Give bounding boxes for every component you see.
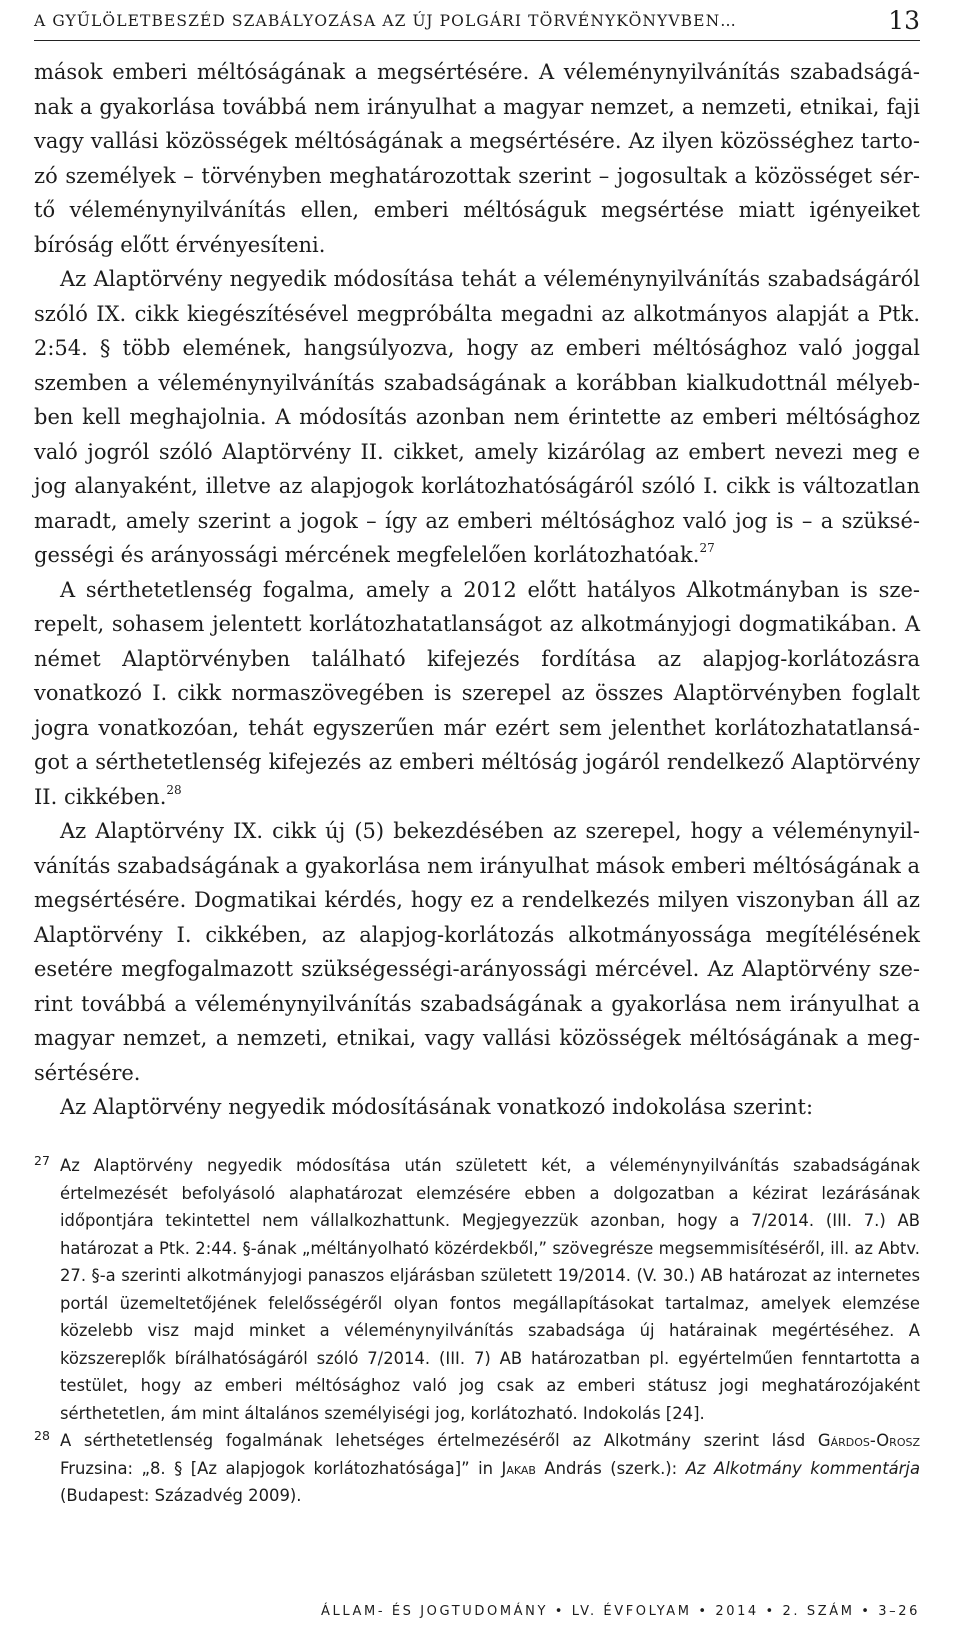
page-number: 13	[888, 6, 920, 35]
paragraph-1: mások emberi méltóságának a megsértésére. A véleménynyilvánítás szabadságának a gyakorlása továbbá nem irányulhat a magyar nemzet, a nemzeti, etnikai, faji vagy vallási közösségek méltóságának a megsértésére. Az ilyen közösséghez tartozó személyek – törvényben meghatározottak szerint – jogosultak a közösséget sértő véleménynyilvánítás ellen, emberi méltóságuk megsértése miatt igényeiket bíróság előtt érvényesíteni.	[34, 60, 920, 257]
footnote-ref-27[interactable]: 27	[699, 541, 715, 555]
paragraph-5: Az Alaptörvény negyedik módosításának vonatkozó indokolása szerint:	[60, 1095, 814, 1119]
footnotes	[34, 1152, 920, 1510]
footnote-number: 28	[34, 1428, 50, 1443]
book-title: Az Alkotmány kommentárja	[685, 1458, 920, 1478]
footnote-number: 27	[34, 1153, 50, 1168]
footnote-ref-28[interactable]: 28	[166, 782, 182, 797]
main-text	[34, 55, 920, 1125]
page-footer: ÁLLAM- ÉS JOGTUDOMÁNY • LV. ÉVFOLYAM • 2014 • 2. SZÁM • 3–26	[321, 1604, 920, 1619]
footnote-text: Az Alaptörvény negyedik módosítása után született két, a véleménynyilvánítás szabadságának értelmezését befolyásoló alaphatározat elemzésére ebben a dolgozatban a kézirat lezárásának időpontjára tekintettel nem vállalkozhattunk. Megjegyezzük azonban, hogy a 7/2014. (III. 7.) AB határozat a Ptk. 2:44. §-ának „méltányolható közérdekből,” szövegrésze megsemmisítéséről, ill. az Abtv. 27. §-a szerinti alkotmányjogi panaszos eljárásban született 19/2014. (V. 30.) AB határozat az internetes portál üzemeltetőjének felelősségéről olyan fontos megállapításokat tartalmaz, amelyek elemzése közelebb visz majd minket a véleménynyilvánítás szabadsága új határainak megértéséhez. A közszereplők bírálhatóságáról szóló 7/2014. (III. 7) AB határozatban pl. egyértelműen fenntartotta a testület, hogy az emberi méltósághoz való jog csak az emberi státusz jogi meghatározójaként sérthetetlen, ám mint általános személyiségi jog, korlátozható. Indokolás [24].	[60, 1156, 920, 1423]
paragraph-3: A sérthetetlenség fogalma, amely a 2012 előtt hatályos Alkotmányban is szerepelt, sohasem jelentett korlátozhatatlanságot az alkotmányjogi dogmatikában. A német Alaptörvényben található kifejezés fordítása az alapjog-korlátozásra vonatkozó I. cikk normaszövegében is szerepel az összes Alaptörvényben foglalt jogra vonatkozóan, tehát egyszerűen már ezért sem jelenthet korlátozhatatlanságot a sérthetetlenség kifejezés az emberi méltóság jogáról rendelkező Alaptörvény II. cikkében.$^{28}$	[34, 577, 920, 809]
journal-page	[34, 0, 920, 1639]
footnote-28: 28 A sérthetetlenség fogalmának lehetséges értelmezéséről az Alkotmány szerint lásd Gárdos-Orosz Fruzsina: „8. § [Az alapjogok korlátozhatósága]” in Jakab András (szerk.): Az Alkotmány kommentárja (Budapest: Századvég 2009).	[34, 1428, 920, 1505]
editor-name: Jakab	[501, 1458, 536, 1478]
paragraph-4: Az Alaptörvény IX. cikk új (5) bekezdésében az szerepel, hogy a véleménynyilvánítás szabadságának a gyakorlása nem irányulhat mások emberi méltóságának a megsértésére. Dogmatikai kérdés, hogy ez a rendelkezés milyen viszonyban áll az Alaptörvény I. cikkében, az alapjog-korlátozás alkotmányossága megítélésének esetére megfogalmazott szükségességi-arányossági mércével. Az Alaptörvény szerint továbbá a véleménynyilvánítás szabadságának a gyakorlása nem irányulhat a magyar nemzet, a nemzeti, etnikai, vagy vallási közösségek méltóságának a megsértésére.	[34, 819, 921, 1085]
running-header	[34, 6, 920, 41]
footnote-27	[34, 1152, 920, 1427]
running-title: A GYŰLÖLETBESZÉD SZABÁLYOZÁSA AZ ÚJ POLGÁRI TÖRVÉNYKÖNYVBEN…	[34, 12, 737, 30]
paragraph-2: Az Alaptörvény negyedik módosítása tehát a véleménynyilvánítás szabadságáról szóló IX. cikk kiegészítésével megpróbálta megadni az alkotmányos alapját a Ptk. 2:54. § több elemének, hangsúlyozva, hogy az emberi méltósághoz való joggal szemben a véleménynyilvánítás szabadságának a korábban kialkudottnál mélyebben kell meghajolnia. A módosítás azonban nem érintette az emberi méltósághoz való jogról szóló Alaptörvény II. cikket, amely kizárólag az embert nevezi meg e jog alanyaként, illetve az alapjogok korlátozhatóságáról szóló I. cikk is változatlan maradt, amely szerint a jogok – így az emberi méltósághoz való jog is – a szükségességi és arányossági mércének megfelelően korlátozhatóak.$^{27}$	[34, 267, 920, 567]
author-name: Gárdos-Orosz	[817, 1431, 920, 1450]
